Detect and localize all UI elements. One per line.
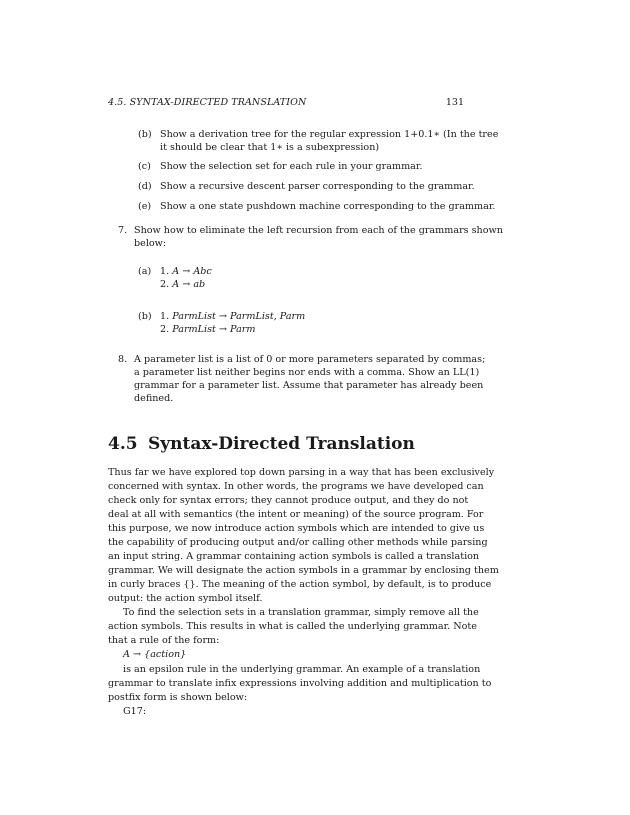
paragraph-line: action symbols. This results in what is called the underlying grammar. Note (108, 621, 477, 632)
arrow-symbol: → (218, 324, 227, 335)
grammar-rule (160, 323, 255, 336)
item-6b-label: (b) (138, 129, 152, 140)
item-6b-line1: Show a derivation tree for the regular expression 1+0.1∗ (In the tree (160, 129, 499, 140)
exercise-7-number: 7. (118, 225, 128, 236)
paragraph-line: Thus far we have explored top down parsing in a way that has been exclusively (108, 467, 495, 478)
paragraph-line: postfix form is shown below: (108, 692, 248, 703)
paragraph-line: concerned with syntax. In other words, the programs we have developed can (108, 481, 484, 492)
item-6c-label: (c) (138, 161, 151, 172)
arrow-symbol: → (133, 649, 142, 660)
paragraph-line: output: the action symbol itself. (108, 593, 263, 604)
item-6d-label: (d) (138, 181, 152, 192)
item-6d-line1: Show a recursive descent parser corresponding to the grammar. (160, 181, 475, 192)
rule-lhs: A (172, 279, 180, 290)
rule-rhs: {action} (144, 649, 187, 660)
section-title: Syntax-Directed Translation (148, 434, 415, 454)
exercise-8-line4: defined. (134, 393, 174, 404)
grammar-rule (160, 278, 205, 291)
paragraph-line: grammar to translate infix expressions involving addition and multiplication to (108, 678, 492, 689)
exercise-8-number: 8. (118, 354, 128, 365)
paragraph-line: To find the selection sets in a translation grammar, simply remove all the (123, 607, 479, 618)
exercise-7b-label: (b) (138, 311, 152, 322)
item-6e-line1: Show a one state pushdown machine corresponding to the grammar. (160, 201, 496, 212)
exercise-7a-label: (a) (138, 266, 152, 277)
rule-lhs: A (123, 649, 130, 660)
running-title: 4.5. SYNTAX-DIRECTED TRANSLATION (108, 97, 307, 108)
page-number: 131 (445, 97, 464, 108)
section-number: 4.5 (108, 434, 138, 454)
grammar-rule (160, 310, 305, 323)
arrow-symbol: → (182, 279, 191, 290)
item-6b-line2: it should be clear that 1∗ is a subexpression) (160, 142, 380, 153)
paragraph-line: grammar. We will designate the action symbols in a grammar by enclosing them (108, 565, 499, 576)
rule-number: 1. (160, 266, 170, 277)
section-heading (108, 434, 415, 454)
paragraph-line: this purpose, we now introduce action symbols which are intended to give us (108, 523, 485, 534)
grammar-rule (160, 265, 212, 278)
item-6c-line1: Show the selection set for each rule in your grammar. (160, 161, 423, 172)
rule-lhs: ParmList (172, 324, 216, 335)
exercise-8-line1: A parameter list is a list of 0 or more parameters separated by commas; (134, 354, 486, 365)
arrow-symbol: → (218, 311, 227, 322)
rule-lhs: ParmList (172, 311, 216, 322)
rule-number: 1. (160, 311, 170, 322)
rule-rhs: Abc (193, 266, 212, 277)
paragraph-line: the capability of producing output and/or calling other methods while parsing (108, 537, 488, 548)
exercise-8-line2: a parameter list neither begins nor ends with a comma. Show an LL(1) (134, 367, 480, 378)
rule-rhs: ParmList, Parm (230, 311, 306, 322)
item-6e-label: (e) (138, 201, 152, 212)
rule-number: 2. (160, 324, 170, 335)
rule-example (123, 648, 186, 661)
exercise-8-line3: grammar for a parameter list. Assume that parameter has already been (134, 380, 484, 391)
paragraph-line: that a rule of the form: (108, 635, 220, 646)
grammar-label: G17: (123, 706, 147, 717)
paragraph-line: is an epsilon rule in the underlying grammar. An example of a translation (123, 664, 481, 675)
exercise-7-line2: below: (134, 238, 167, 249)
rule-rhs: ab (193, 279, 206, 290)
paragraph-line: check only for syntax errors; they cannot produce output, and they do not (108, 495, 469, 506)
paragraph-line: an input string. A grammar containing action symbols is called a translation (108, 551, 480, 562)
rule-lhs: A (172, 266, 180, 277)
rule-rhs: Parm (230, 324, 256, 335)
paragraph-line: deal at all with semantics (the intent or meaning) of the source program. For (108, 509, 484, 520)
arrow-symbol: → (182, 266, 191, 277)
exercise-7-line1: Show how to eliminate the left recursion from each of the grammars shown (134, 225, 503, 236)
paragraph-line: in curly braces {}. The meaning of the action symbol, by default, is to produce (108, 579, 492, 590)
rule-number: 2. (160, 279, 170, 290)
